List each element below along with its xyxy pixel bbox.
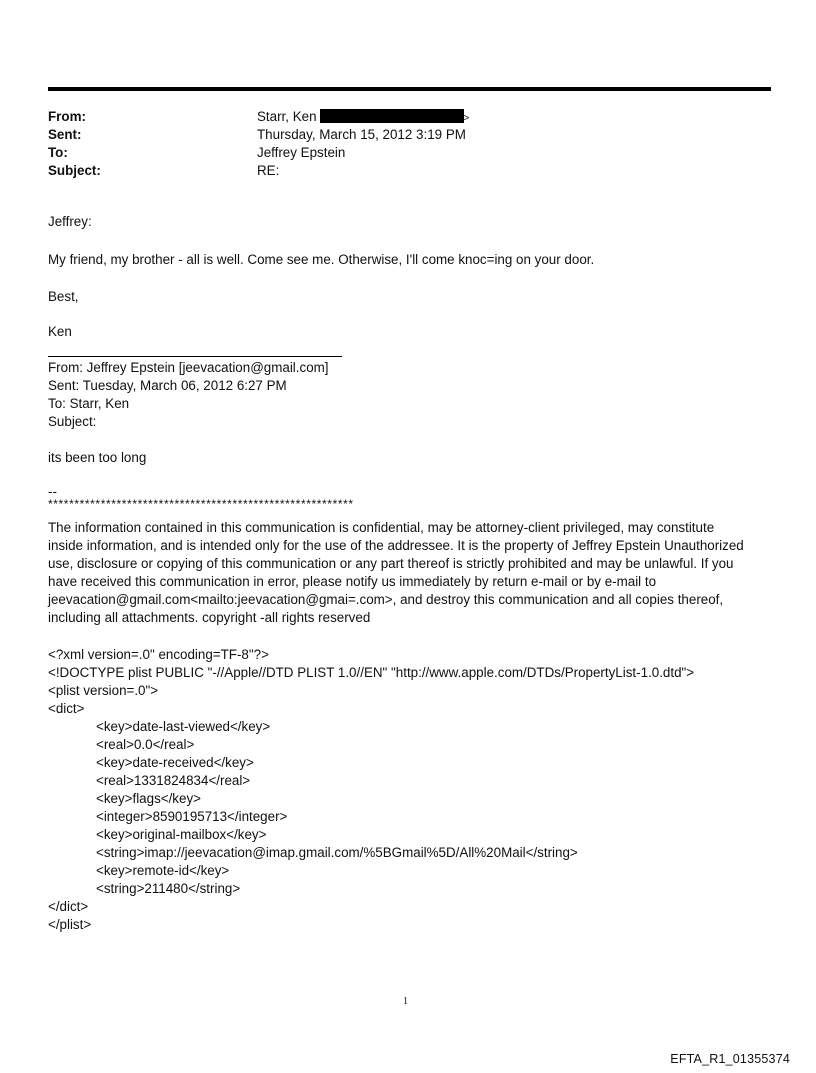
subject-row [48,162,748,180]
xml-block [48,646,694,934]
from-row [48,108,748,126]
document-id: EFTA_R1_01355374 [670,1052,790,1066]
from-tail: > [463,113,470,124]
xml-entry: <integer>8590195713</integer> [96,809,288,824]
redaction-box [320,109,464,123]
quote-separator [48,356,342,357]
page-number: 1 [403,996,408,1007]
xml-entry: <key>date-last-viewed</key> [96,719,271,734]
email-header [48,108,748,180]
disclaimer-line: jeevacation@gmail.com<mailto:jeevacation@gmai=.com>, and destroy this communication and all copies thereof, [48,592,724,607]
subject-label: Subject: [48,163,101,178]
to-label: To: [48,145,68,160]
from-value [257,108,469,128]
quoted-text: its been too long [48,450,147,465]
dict-open: <dict> [48,701,85,716]
sig-stars: ********************************************************** [48,497,354,511]
xml-entry: <string>imap://jeevacation@imap.gmail.com/%5BGmail%5D/All%20Mail</string> [96,845,578,860]
quoted-to: To: Starr, Ken [48,396,130,411]
closing: Best, [48,289,79,304]
disclaimer [48,519,764,627]
quoted-from: From: Jeffrey Epstein [jeevacation@gmail.com] [48,360,329,375]
to-row [48,144,748,162]
sent-value: Thursday, March 15, 2012 3:19 PM [257,127,466,142]
to-value: Jeffrey Epstein [257,145,346,160]
quoted-subject: Subject: [48,414,97,429]
salutation: Jeffrey: [48,214,92,229]
xml-entry: <key>date-received</key> [96,755,254,770]
subject-value: RE: [257,163,280,178]
xml-entry: <real>0.0</real> [96,737,195,752]
sent-row [48,126,748,144]
sent-label: Sent: [48,127,82,142]
signature: Ken [48,324,72,339]
header-rule [48,87,771,91]
disclaimer-line: inside information, and is intended only for the use of the addressee. It is the property of Jeffrey Epstein Unauthorized [48,538,744,553]
sig-dashes: -- [48,484,57,499]
plist-open: <plist version=.0"> [48,683,159,698]
disclaimer-line: including all attachments. copyright -all rights reserved [48,610,371,625]
xml-entry: <key>original-mailbox</key> [96,827,267,842]
xml-entry: <string>211480</string> [96,881,241,896]
xml-doctype: <!DOCTYPE plist PUBLIC "-//Apple//DTD PLIST 1.0//EN" "http://www.apple.com/DTDs/PropertyList-1.0.dtd"> [48,665,695,680]
disclaimer-line: The information contained in this communication is confidential, may be attorney-client privileged, may constitute [48,520,715,535]
xml-declaration: <?xml version=.0" encoding=TF-8"?> [48,647,269,662]
xml-entry: <key>remote-id</key> [96,863,230,878]
disclaimer-line: use, disclosure or copying of this communication or any part thereof is strictly prohibited and may be unlawful. If you [48,556,734,571]
quoted-sent: Sent: Tuesday, March 06, 2012 6:27 PM [48,378,287,393]
xml-entry: <real>1331824834</real> [96,773,251,788]
from-name: Starr, Ken [257,109,317,124]
from-label: From: [48,109,86,124]
dict-close: </dict> [48,899,89,914]
message-text: My friend, my brother - all is well. Come see me. Otherwise, I'll come knoc=ing on your door. [48,252,595,267]
quoted-message [48,359,329,467]
plist-close: </plist> [48,917,92,932]
disclaimer-line: have received this communication in error, please notify us immediately by return e-mail or by e-mail to [48,574,657,589]
xml-entry: <key>flags</key> [96,791,201,806]
